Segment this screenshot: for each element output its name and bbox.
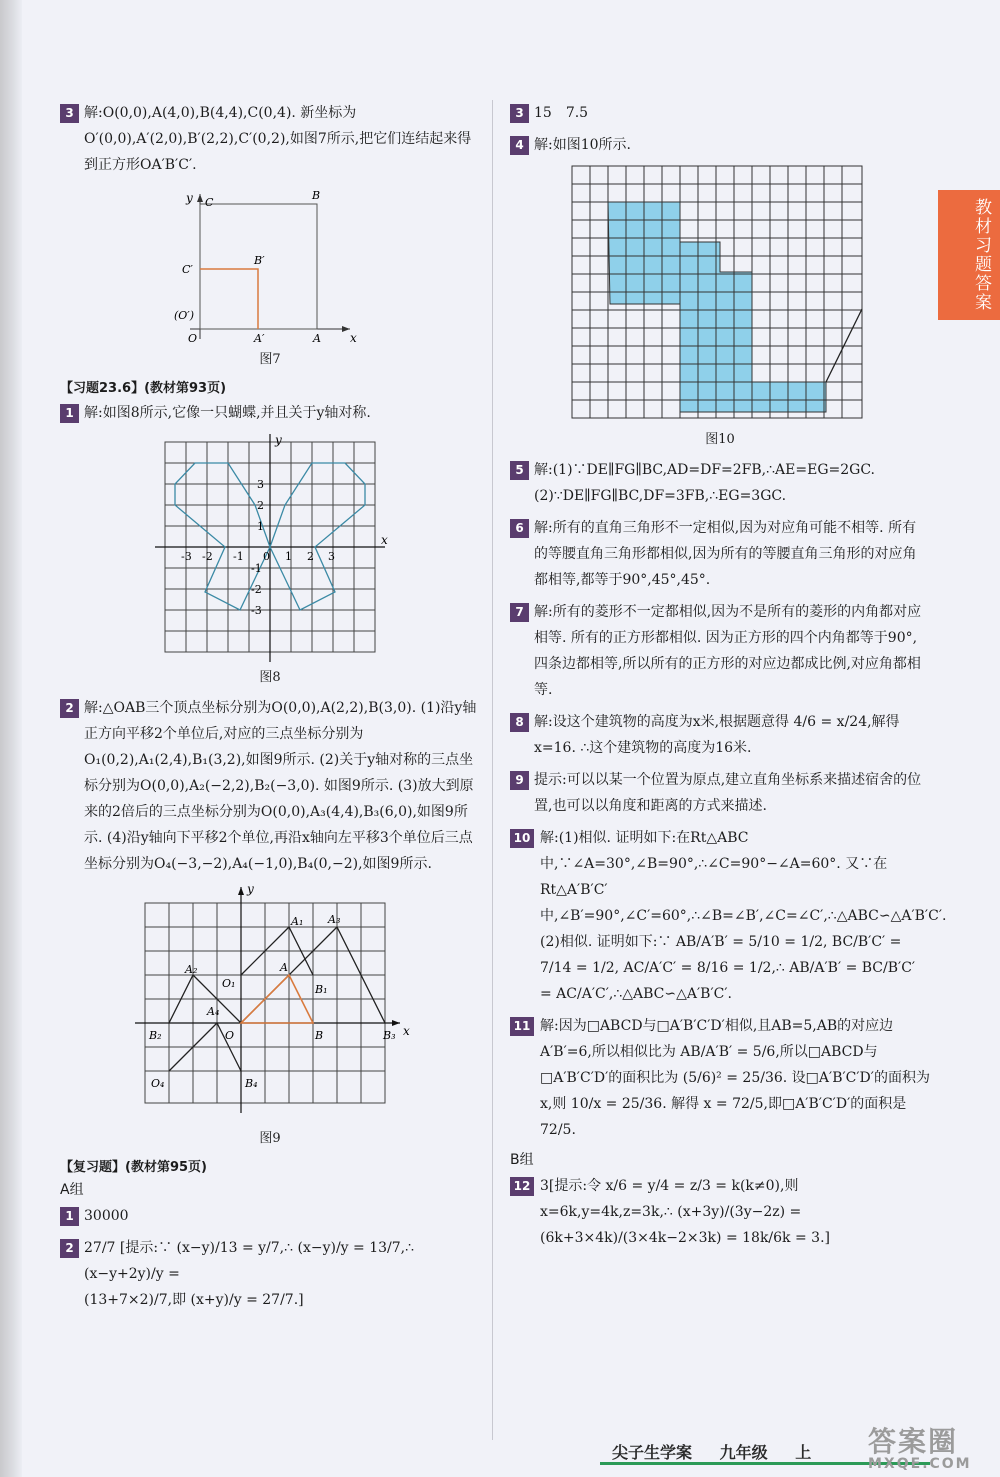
tick-label: 3 xyxy=(328,550,335,563)
axis-label: y xyxy=(275,433,282,447)
answer-item xyxy=(510,1173,930,1251)
answer-item xyxy=(60,400,480,426)
tick-label: 0 xyxy=(263,550,270,563)
group-label: B组 xyxy=(510,1152,534,1168)
tick-label: 1 xyxy=(285,550,292,563)
answer-item xyxy=(510,1013,930,1143)
question-number: 2 xyxy=(60,699,79,718)
tick-label: -1 xyxy=(251,562,262,575)
answer-item xyxy=(510,100,930,126)
answer-text: 3[提示:令 x/6 = y/4 = z/3 = k(k≠0),则x=6k,y=4k,z=3k,∴ (x+3y)/(3y−2z) = (6k+3×4k)/(3×4k−2×3k) = 18k/6k = 3.] xyxy=(540,1178,830,1246)
answer-item xyxy=(60,1235,480,1313)
answer-item xyxy=(60,100,480,178)
answer-text: 解:O(0,0),A(4,0),B(4,4),C(0,4). 新坐标为O′(0,0),A′(2,0),B′(2,2),C′(0,2),如图7所示,把它们连结起来得到正方形OA′B′C′. xyxy=(84,105,472,173)
point-label: A₁ xyxy=(291,915,304,928)
column-divider xyxy=(492,100,493,1440)
tick-label: 3 xyxy=(257,478,264,491)
answer-text: 提示:可以以某一个位置为原点,建立直角坐标系来描述宿舍的位置,也可以以角度和距离的方式来描述. xyxy=(534,772,922,814)
answer-item xyxy=(60,695,480,877)
answer-text: (13+7×2)/7,即 (x+y)/y = 27/7.] xyxy=(84,1292,304,1308)
axis-label: y xyxy=(247,883,254,896)
axis-label: x xyxy=(381,533,388,547)
answer-text: 15 7.5 xyxy=(534,105,589,121)
tick-label: -3 xyxy=(251,604,262,617)
section-heading: 【习题23.6】(教材第93页) xyxy=(60,381,227,396)
question-number: 1 xyxy=(60,404,79,423)
tick-label: -1 xyxy=(233,550,244,563)
point-label: O xyxy=(225,1029,235,1042)
right-column xyxy=(510,100,961,1257)
watermark-url: MXQE.COM xyxy=(868,1456,972,1472)
footer-term: 上 xyxy=(795,1443,812,1462)
side-tab: 教材习题答案 xyxy=(938,190,1000,320)
point-label: B₃ xyxy=(383,1029,396,1042)
footer-brand: 尖子生学案 xyxy=(612,1443,693,1462)
question-number: 4 xyxy=(510,136,529,155)
footer-grade: 九年级 xyxy=(719,1443,768,1462)
watermark xyxy=(868,1420,972,1472)
point-label: B xyxy=(315,1029,324,1042)
torn-page-edge xyxy=(0,0,22,1477)
point-label: B′ xyxy=(254,254,265,267)
question-number: 1 xyxy=(60,1207,79,1226)
tick-label: 2 xyxy=(307,550,314,563)
figure-9 xyxy=(125,883,415,1123)
point-label: A xyxy=(280,961,288,974)
axis-label: y xyxy=(186,191,193,205)
axis-label: x xyxy=(350,331,357,344)
answer-text: 解:如图10所示. xyxy=(534,137,631,153)
figure-caption: 图8 xyxy=(259,670,281,685)
tick-label: -2 xyxy=(251,583,262,596)
question-number: 6 xyxy=(510,519,529,538)
figure-7 xyxy=(170,184,370,344)
question-number: 2 xyxy=(60,1239,79,1258)
point-label: (O′) xyxy=(174,309,195,322)
point-label: O₄ xyxy=(151,1077,165,1090)
answer-text: 解:△OAB三个顶点坐标分别为O(0,0),A(2,2),B(3,0). (1)沿y轴正方向平移2个单位后,对应的三点坐标分别为O₁(0,2),A₁(2,4),B₁(3,2),如图9所示. (2)关于y轴对称的三点坐标分别为O(0,0),A₂(−2,2),B₂(−3,0). 如图9所示. (3)放大到原来的2倍后的三点坐标分别为O(0,0),A₃(4,4),B₃(6,0),如图9所示. (4)沿y轴向下平移2个单位,再沿x轴向左平移3个单位后三点坐标分别为O₄(−3,−2),A₄(−1,0),B₄(0,−2),如图9所示. xyxy=(84,700,477,872)
point-label: B₁ xyxy=(315,983,328,996)
figure-caption: 图7 xyxy=(259,352,281,367)
tick-label: 2 xyxy=(257,499,264,512)
figure-caption: 图9 xyxy=(259,1131,281,1146)
question-number: 5 xyxy=(510,461,529,480)
answer-text: 27/7 [提示:∵ (x−y)/13 = y/7,∴ (x−y)/y = 13/7,∴ (x−y+2y)/y = xyxy=(84,1240,414,1282)
point-label: A₄ xyxy=(207,1005,220,1018)
answer-text: 解:因为□ABCD与□A′B′C′D′相似,且AB=5,AB的对应边A′B′=6,所以相似比为 AB/A′B′ = 5/6,所以□ABCD与□A′B′C′D′的面积比为 (5/6)² = 25/36. 设□A′B′C′D′的面积为x,则 10/x = 25/36. 解得 x = 72/5,即□A′B′C′D′的面积是 72/5. xyxy=(540,1018,930,1138)
tick-label: -2 xyxy=(202,550,213,563)
figure-8 xyxy=(145,432,395,662)
left-column xyxy=(60,100,480,1319)
axis-label: x xyxy=(403,1024,410,1038)
point-label: O₁ xyxy=(222,977,236,990)
watermark-logo: 答案圈 xyxy=(868,1425,959,1458)
section-heading: 【复习题】(教材第95页) xyxy=(60,1160,207,1175)
point-label: A′ xyxy=(254,332,265,344)
point-label: C′ xyxy=(182,263,193,276)
answer-item xyxy=(510,599,930,703)
point-label: B xyxy=(312,189,321,202)
answer-item xyxy=(510,767,930,819)
answer-text: 解:(1)相似. 证明如下:在Rt△ABC中,∵∠A=30°,∠B=90°,∴∠C=90°−∠A=60°. 又∵在Rt△A′B′C′中,∠B′=90°,∠C′=60°,∴∠B=∠B′,∠C=∠C′,∴△ABC∽△A′B′C′. (2)相似. 证明如下:∵ AB/A′B′ = 5/10 = 1/2, BC/B′C′ = 7/14 = 1/2, AC/A′C′ = 8/16 = 1/2,∴ AB/A′B′ = BC/B′C′ = AC/A′C′,∴△ABC∽△A′B′C′. xyxy=(540,830,961,1002)
point-label: A xyxy=(313,332,321,344)
answer-item xyxy=(60,1203,480,1229)
group-label: A组 xyxy=(60,1182,84,1198)
answer-item xyxy=(510,132,930,158)
answer-text: 解:所有的菱形不一定都相似,因为不是所有的菱形的内角都对应相等. 所有的正方形都相似. 因为正方形的四个内角都等于90°,四条边都相等,所以所有的正方形的对应边都成比例,对应角都相等. xyxy=(534,604,922,698)
point-label: A₂ xyxy=(185,963,198,976)
tick-label: -3 xyxy=(181,550,192,563)
point-label: B₄ xyxy=(245,1077,258,1090)
footer xyxy=(612,1440,833,1463)
question-number: 9 xyxy=(510,771,529,790)
question-number: 11 xyxy=(510,1017,534,1036)
answer-item xyxy=(510,457,930,509)
question-number: 12 xyxy=(510,1177,534,1196)
point-label: O xyxy=(188,332,198,344)
point-label: B₂ xyxy=(149,1029,162,1042)
answer-text: 30000 xyxy=(84,1208,129,1224)
tick-label: 1 xyxy=(257,520,264,533)
figure-caption: 图10 xyxy=(705,432,735,447)
answer-text: 解:所有的直角三角形不一定相似,因为对应角可能不相等. 所有的等腰直角三角形都相似,因为所有的等腰直角三角形的对应角都相等,都等于90°,45°,45°. xyxy=(534,520,917,588)
question-number: 3 xyxy=(60,104,79,123)
question-number: 7 xyxy=(510,603,529,622)
answer-item xyxy=(510,709,930,761)
answer-text: 解:(1)∵DE∥FG∥BC,AD=DF=2FB,∴AE=EG=2GC. (2)∵DE∥FG∥BC,DF=3FB,∴EG=3GC. xyxy=(534,462,889,504)
figure-10 xyxy=(570,164,870,424)
question-number: 10 xyxy=(510,829,534,848)
point-label: C xyxy=(205,196,214,209)
answer-item xyxy=(510,825,961,1007)
question-number: 3 xyxy=(510,104,529,123)
answer-text: 解:如图8所示,它像一只蝴蝶,并且关于y轴对称. xyxy=(84,405,371,421)
answer-item xyxy=(510,515,930,593)
point-label: A₃ xyxy=(328,913,341,926)
question-number: 8 xyxy=(510,713,529,732)
answer-text: 解:设这个建筑物的高度为x米,根据题意得 4/6 = x/24,解得x=16. ∴这个建筑物的高度为16米. xyxy=(534,714,900,756)
